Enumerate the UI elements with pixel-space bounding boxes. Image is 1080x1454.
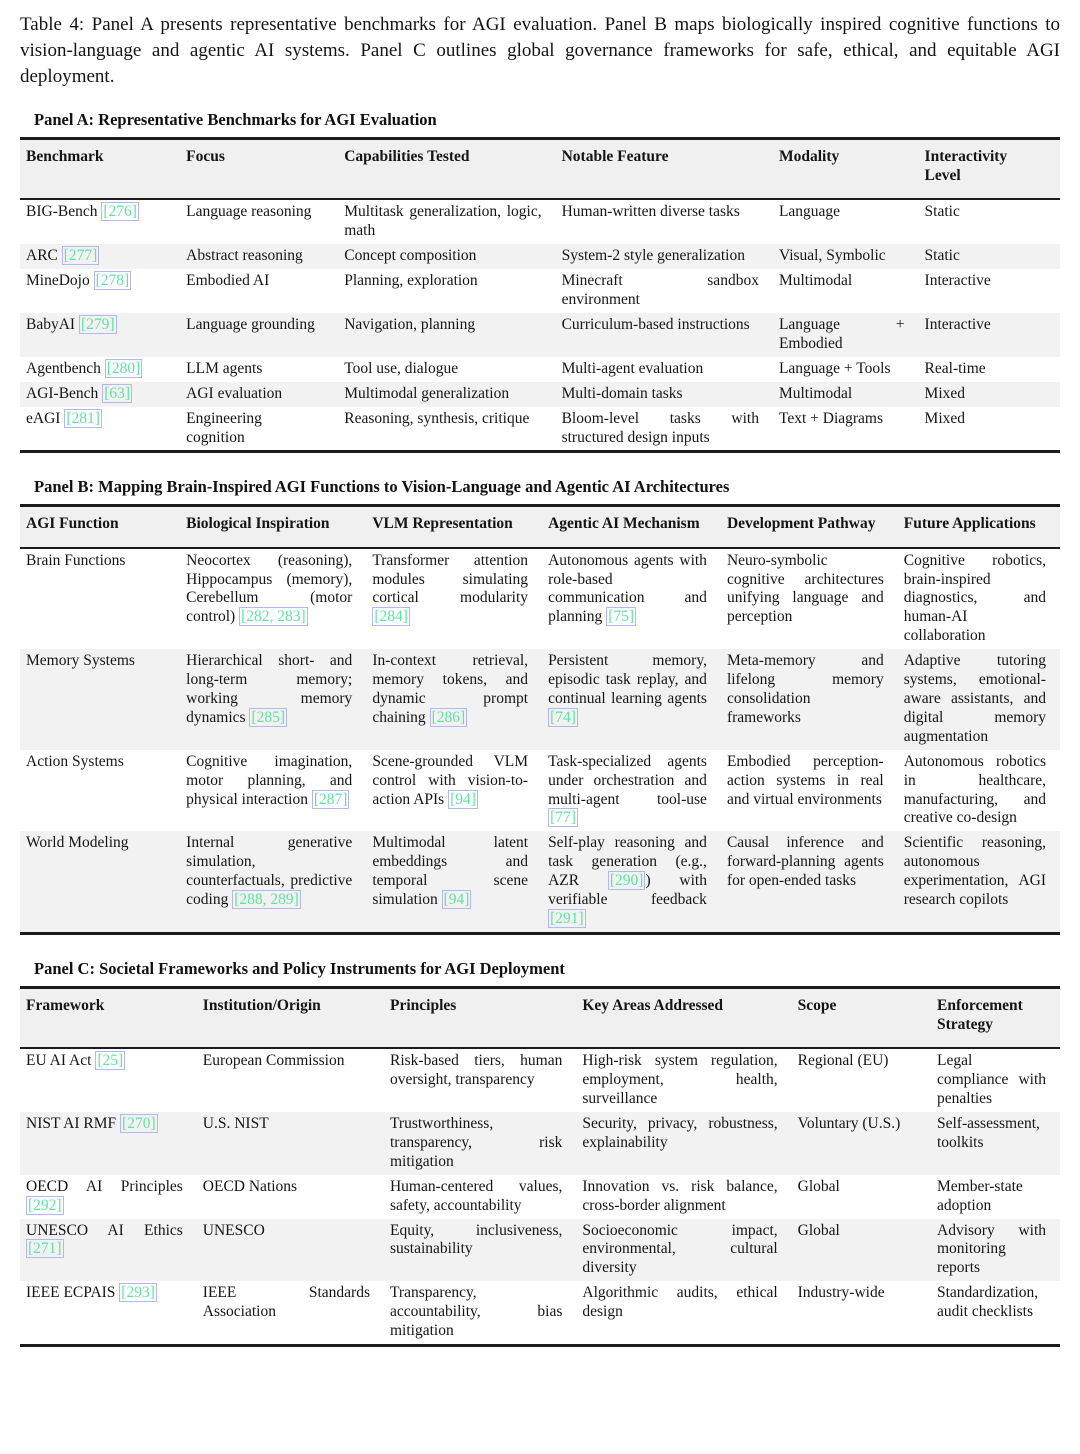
column-header: Modality [773,139,919,200]
table-cell: Minecraft sandbox environment [561,272,759,309]
table-cell: Transparency, accountability, bias mitigation [389,1284,563,1340]
header-row [20,139,1060,200]
table-cell: Static [924,203,960,221]
table-cell: AGI evaluation [180,382,338,407]
table-cell: UNESCO AI Ethics [271] [20,1219,197,1282]
table-cell: Navigation, planning [338,313,555,357]
citation-link[interactable]: [271] [28,1240,62,1258]
table-cell: Planning, exploration [344,272,478,290]
table-cell: Advisory with monitoring reports [931,1219,1060,1282]
column-header: Development Pathway [721,506,898,548]
panel-c-table [20,986,1060,1347]
table-cell: Visual, Symbolic [773,244,919,269]
column-header: Capabilities Tested [338,139,555,200]
table-cell: Cognitive imagination, motor planning, and physical interaction [287] [186,752,353,808]
panel-a-table [20,137,1060,453]
table-cell: Embodied AI [186,272,270,290]
table-cell: Equity, inclusiveness, sustainability [384,1219,576,1282]
table-cell: Interactive [919,313,1060,357]
table-cell: Transformer attention modules simulating cortical modularity [284] [372,551,529,626]
citation-link[interactable]: [74] [550,708,576,726]
table-cell: Scene-grounded VLM control with vision-to-action APIs [94] [372,752,529,808]
citation-link[interactable]: [276] [103,203,137,221]
table-cell: Action Systems [26,752,124,770]
table-cell: Concept composition [338,244,555,269]
table-row [20,831,1060,933]
column-header: Benchmark [20,139,180,200]
table-cell: Memory Systems [20,649,180,750]
table-cell: Abstract reasoning [180,244,338,269]
table-cell: Legal compliance with penalties [937,1052,1046,1108]
table-cell: Language [778,203,841,221]
table-cell: Human-centered values, safety, accountability [389,1177,563,1214]
table-cell: Innovation vs. risk balance, cross-border alignment [582,1177,778,1214]
citation-link[interactable]: [281] [66,409,100,427]
table-cell: Trustworthiness, transparency, risk mitigation [384,1112,576,1175]
table-cell: Scientific reasoning, autonomous experimentation, AGI research copilots [898,831,1060,933]
table-cell: Language reasoning [186,203,312,221]
table-cell: System-2 style generalization [556,244,773,269]
table-cell: Brain Functions [26,551,126,569]
table-row [20,313,1060,357]
table-cell: Curriculum-based instructions [556,313,773,357]
table-cell: Human-written diverse tasks [561,203,740,221]
table-cell: Tool use, dialogue [344,359,459,377]
citation-link[interactable]: [25] [97,1052,124,1070]
table-cell: AGI-Bench [63] [20,382,180,407]
table-cell: European Commission [202,1052,345,1070]
column-header: Principles [384,987,576,1048]
citation-link[interactable]: [285] [251,708,286,726]
table-cell: Algorithmic audits, ethical design [582,1284,778,1321]
table-row [20,750,1060,832]
table-cell: Language + Embodied [773,313,919,357]
citation-link[interactable]: [277] [63,247,98,265]
table-cell: Regional (EU) [797,1052,889,1070]
table-cell: Engineering cognition [186,409,262,446]
citation-link[interactable]: [279] [80,316,115,334]
table-cell: OECD Nations [202,1177,298,1195]
table-row [20,1281,1060,1345]
table-cell: ARC [277] [20,244,180,269]
table-cell: IEEE ECPAIS [293] [26,1284,155,1302]
table-cell: EU AI Act [25] [26,1052,124,1070]
table-cell: Interactive [924,272,991,290]
table-cell: Static [919,244,1060,269]
panel-c-title: Panel C: Societal Frameworks and Policy Instruments for AGI Deployment [34,958,565,978]
table-cell: Multitask generalization, logic, math [344,203,542,240]
panel-a-section [20,110,1060,453]
table-cell: Text + Diagrams [778,409,884,427]
table-cell: Socioeconomic impact, environmental, cultural diversity [576,1219,791,1282]
table-cell: Multimodal generalization [338,382,555,407]
table-cell: Bloom-level tasks with structured design inputs [561,409,759,446]
table-row [20,382,1060,407]
table-row [20,407,1060,452]
table-cell: Adaptive tutoring systems, emotional-aware assistants, and digital memory augmentation [898,649,1060,750]
column-header: Biological Inspiration [180,506,366,548]
table-row [20,1112,1060,1175]
table-cell: Voluntary (U.S.) [792,1112,931,1175]
citation-link[interactable]: [282, 283] [241,608,306,626]
table-row [20,199,1060,244]
table-cell: Multimodal [778,272,853,290]
table-row [20,357,1060,382]
citation-link[interactable]: [288, 289] [234,891,299,909]
table-cell: World Modeling [20,831,180,933]
table-cell: Global [792,1219,931,1282]
column-header: Scope [792,987,931,1048]
table-cell: BabyAI [279] [20,313,180,357]
citation-link[interactable]: [278] [95,272,130,290]
citation-link[interactable]: [293] [121,1284,155,1302]
column-header: Future Applications [898,506,1060,548]
table-cell: Task-specialized agents under orchestration and multi-agent tool-use [77] [548,752,707,827]
table-cell: OECD AI Principles [292] [26,1177,183,1214]
header-row [20,987,1060,1048]
table-caption: Table 4: Panel A presents representative benchmarks for AGI evaluation. Panel B maps biologically inspired cognitive functions to vision-language and agentic AI systems. Panel C outlines global governance frameworks for safe, ethical, and equitable AGI deployment. [20,14,1060,88]
column-header: Agentic AI Mechanism [542,506,721,548]
column-header: Framework [20,987,197,1048]
column-header: Institution/Origin [197,987,384,1048]
table-cell: High-risk system regulation, employment, health, surveillance [582,1052,778,1108]
column-header: AGI Function [20,506,180,548]
table-cell: Security, privacy, robustness, explainability [576,1112,791,1175]
column-header: Notable Feature [556,139,773,200]
table-row [20,1219,1060,1282]
table-cell: Persistent memory, episodic task replay, and continual learning agents [74] [542,649,721,750]
column-header: Enforcement Strategy [931,987,1060,1048]
table-cell: Self-assessment, toolkits [931,1112,1060,1175]
table-row [20,269,1060,313]
citation-link[interactable]: [284] [374,608,408,626]
citation-link[interactable]: [287] [313,790,348,808]
table-cell: Hierarchical short- and long-term memory; working memory dynamics [285] [180,649,366,750]
panel-b-section [20,477,1060,934]
table-cell: UNESCO [197,1219,384,1282]
table-cell: Causal inference and forward-planning agents for open-ended tasks [721,831,898,933]
citation-link[interactable]: [63] [104,384,131,402]
table-cell: Self-play reasoning and task generation (e.g., AZR [290] ) with verifiable feedback [291] [542,831,721,933]
panel-b-title: Panel B: Mapping Brain-Inspired AGI Functions to Vision-Language and Agentic AI Architectures [34,477,730,497]
table-cell: BIG-Bench [276] [26,203,137,221]
table-cell: Cognitive robotics, brain-inspired diagnostics, and human-AI collaboration [903,551,1046,645]
table-cell: Meta-memory and lifelong memory consolidation frameworks [721,649,898,750]
table-cell: Language + Tools [778,359,891,377]
table-cell: Neuro-symbolic cognitive architectures unifying language and perception [726,551,884,626]
citation-link[interactable]: [77] [550,809,576,827]
table-cell: Embodied perception-action systems in real and virtual environments [726,752,884,808]
table-cell: Multimodal latent embeddings and temporal scene simulation [94] [366,831,542,933]
table-cell: Language grounding [180,313,338,357]
table-cell: Internal generative simulation, counterfactuals, predictive coding [288, 289] [180,831,366,933]
table-cell: U.S. NIST [197,1112,384,1175]
header-row [20,506,1060,548]
table-cell: Industry-wide [797,1284,885,1302]
table-row [20,548,1060,650]
citation-link[interactable]: [290] [609,872,644,890]
citation-link[interactable]: [94] [450,790,476,808]
table-cell: Autonomous robotics in healthcare, manufacturing, and creative co-design [903,752,1046,827]
table-cell: Multi-domain tasks [556,382,773,407]
table-cell: IEEE Standards Association [202,1284,370,1321]
table-cell: NIST AI RMF [270] [20,1112,197,1175]
table-row [20,649,1060,750]
table-cell: eAGI [281] [26,409,100,427]
table-cell: Risk-based tiers, human oversight, transparency [389,1052,563,1089]
table-cell: LLM agents [186,359,263,377]
table-row [20,1048,1060,1112]
citation-link[interactable]: [270] [122,1115,156,1133]
citation-link[interactable]: [291] [550,909,584,927]
table-cell: Mixed [919,382,1060,407]
table-cell: Multi-agent evaluation [561,359,704,377]
panel-c-section [20,959,1060,1347]
citation-link[interactable]: [286] [431,708,466,726]
table-cell: Reasoning, synthesis, critique [344,409,530,427]
table-cell: MineDojo [278] [26,272,130,290]
table-cell: Autonomous agents with role-based communication and planning [75] [548,551,707,626]
table-cell: Standardization, audit checklists [937,1284,1039,1321]
table-cell: Global [797,1177,840,1195]
table-row [20,1175,1060,1219]
table-cell: Mixed [924,409,966,427]
citation-link[interactable]: [75] [608,608,635,626]
column-header: Focus [180,139,338,200]
table-cell: Agentbench [280] [26,359,141,377]
table-cell: Real-time [924,359,986,377]
citation-link[interactable]: [292] [28,1196,62,1214]
table-cell: Neocortex (reasoning), Hippocampus (memory), Cerebellum (motor control) [282, 283] [186,551,353,626]
table-cell: In-context retrieval, memory tokens, and dynamic prompt chaining [286] [366,649,542,750]
citation-link[interactable]: [280] [106,359,141,377]
column-header: VLM Representation [366,506,542,548]
panel-a-title: Panel A: Representative Benchmarks for AGI Evaluation [34,110,437,130]
column-header: Interactivity Level [919,139,1060,200]
table-row [20,244,1060,269]
table-cell: Member-state adoption [937,1177,1023,1214]
column-header: Key Areas Addressed [576,987,791,1048]
panel-b-table [20,504,1060,934]
table-cell: Multimodal [773,382,919,407]
citation-link[interactable]: [94] [443,891,470,909]
